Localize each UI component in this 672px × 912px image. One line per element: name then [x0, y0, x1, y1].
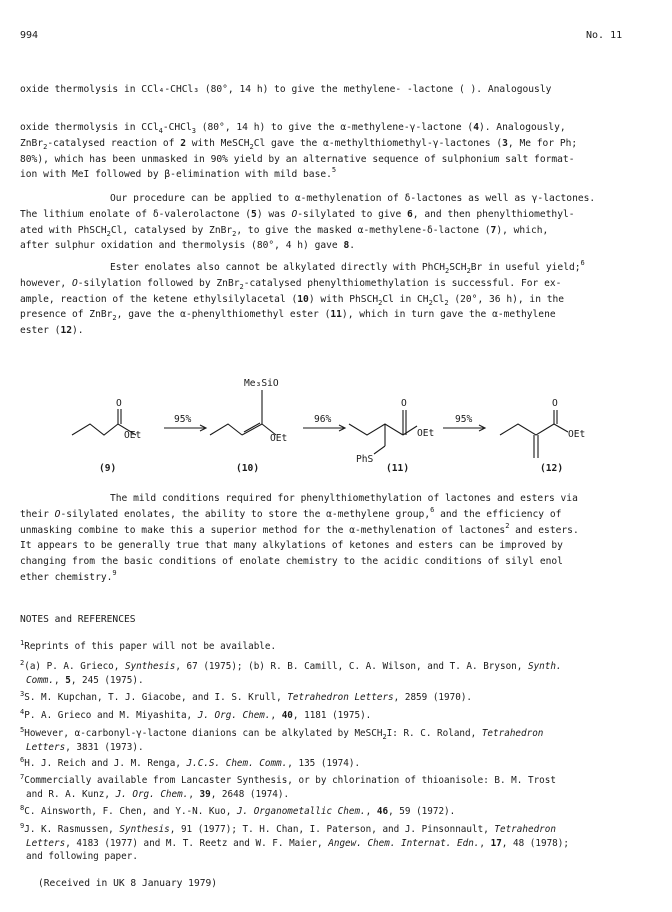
line: The lithium enolate of δ-valerolactone (5) was O-silylated to give 6, and then phenylthiomethyl-: [20, 208, 575, 220]
page-number: 994: [20, 30, 39, 41]
c3-oet: OEt: [417, 428, 435, 439]
paragraph-3: [20, 260, 642, 339]
c3-oxygen: O: [401, 398, 407, 409]
line: ester (12).: [20, 325, 84, 337]
c4-oet: OEt: [568, 429, 586, 440]
line: after sulphur oxidation and thermolysis (80°, 4 h) gave 8.: [20, 240, 356, 252]
line: The mild conditions required for phenylthiomethylation of lactones and esters via: [110, 493, 578, 504]
reaction-scheme: [0, 340, 672, 480]
arrow1-yield: 95%: [174, 414, 192, 425]
line: ether chemistry.$^9$: [20, 568, 117, 583]
line: ZnBr$_2$-catalysed reaction of 2 with MeSCH$_2$Cl gave the α-methylthiomethyl-γ-lactones (3, Me for Ph;: [20, 137, 578, 151]
received-date: (Received in UK 8 January 1979): [38, 878, 218, 889]
reference-4: $^4$P. A. Grieco and M. Miyashita, J. Org. Chem., 40, 1181 (1975).: [20, 708, 372, 721]
line: 80%), which has been unmasked in 90% yield by an alternative sequence of sulphonium salt format-: [20, 153, 575, 165]
c2-label: (10): [236, 463, 260, 474]
paragraph-4: [20, 491, 642, 586]
reference-3: $^3$S. M. Kupchan, T. J. Giacobe, and I. S. Krull, Tetrahedron Letters, 2859 (1970).: [20, 690, 473, 703]
reference-2: $^2$(a) P. A. Grieco, Synthesis, 67 (1975); (b) R. B. Camill, C. A. Wilson, and T. A. Bryson, Synth. Comm., 5, 245 (1975).: [20, 659, 562, 686]
line: unmasking combine to make this a superior method for the α-methylenation of lactones$^2$ and esters.: [20, 521, 579, 536]
c3-label: (11): [386, 463, 410, 474]
line: ated with PhSCH$_2$Cl, catalysed by ZnBr$_2$, to give the masked α-methylene-δ-lactone (7), which,: [20, 224, 549, 238]
arrow2-yield: 96%: [314, 414, 332, 425]
c4-label: (12): [540, 463, 564, 474]
reference-8: $^8$C. Ainsworth, F. Chen, and Y.-N. Kuo, J. Organometallic Chem., 46, 59 (1972).: [20, 804, 456, 817]
arrow3-yield: 95%: [455, 414, 473, 425]
line: Ester enolates also cannot be alkylated directly with $PhCH_2SCH_2Br$ in useful yield;$^6$: [110, 259, 585, 275]
issue-number: No. 11: [586, 30, 623, 41]
c4-oxygen: O: [552, 398, 558, 409]
line: however, O-silylation followed by ZnBr$_2$-catalysed phenylthiomethylation is successful. For ex-: [20, 277, 562, 291]
line: changing from the basic conditions of enolate chemistry to the acidic conditions of silyl enol: [20, 556, 563, 568]
c3-phs: PhS: [356, 454, 374, 465]
orphan-line: oxide thermolysis in CCl₄-CHCl₃ (80°, 14 h) to give the methylene- -lactone ( ). Analogously: [20, 84, 552, 95]
line: It appears to be generally true that many alkylations of ketones and esters can be improved by: [20, 540, 563, 552]
c2-oet: OEt: [270, 433, 288, 444]
line: oxide thermolysis in CCl$_4$-CHCl$_3$ (80°, 14 h) to give the α-methylene-γ-lactone (4). Analogously,: [20, 122, 566, 135]
paragraph-1: [20, 120, 642, 183]
c1-oxygen: O: [116, 398, 122, 409]
reference-1: $^1$Reprints of this paper will not be available.: [20, 639, 277, 652]
line: presence of ZnBr$_2$, gave the α-phenylthiomethyl ester (11), which in turn gave the α-methylene: [20, 309, 556, 323]
reference-9: $^9$J. K. Rasmussen, Synthesis, 91 (1977); T. H. Chan, I. Paterson, and J. Pinsonnault, Tetrahedron Letters, 4183 (1977) and M. T. Reetz and W. F. Maier, Angew. Chem. Internat. Edn., 17, 48 (1978); and following paper.: [20, 822, 569, 862]
reference-7: $^7$Commercially available from Lancaster Synthesis, or by chlorination of thioanisole: B. M. Trost and R. A. Kunz, J. Org. Chem., 39, 2648 (1974).: [20, 773, 556, 800]
line: ample, reaction of the ketene ethylsilylacetal (10) with PhSCH$_2$Cl in $CH_2Cl_2$ (20°, 36 h), in the: [20, 293, 565, 307]
line: their O-silylated enolates, the ability to store the α-methylene group,$^6$ and the efficiency of: [20, 505, 562, 520]
line: Our procedure can be applied to α-methylenation of δ-lactones as well as γ-lactones.: [110, 193, 596, 204]
line: ion with MeI followed by β-elimination with mild base.$^5$: [20, 166, 337, 181]
c2-silyl: Me₃SiO: [244, 378, 279, 389]
paragraph-2: [20, 191, 642, 254]
notes-heading: NOTES and REFERENCES: [20, 614, 136, 625]
reference-5: $^5$However, α-carbonyl-γ-lactone dianions can be alkylated by MeSCH$_2$I: R. C. Roland, Tetrahedron Letters, 3831 (1973).: [20, 726, 544, 753]
reference-6: $^6$H. J. Reich and J. M. Renga, J.C.S. Chem. Comm., 135 (1974).: [20, 756, 361, 769]
c1-oet: OEt: [124, 430, 142, 441]
c1-label: (9): [99, 463, 117, 474]
